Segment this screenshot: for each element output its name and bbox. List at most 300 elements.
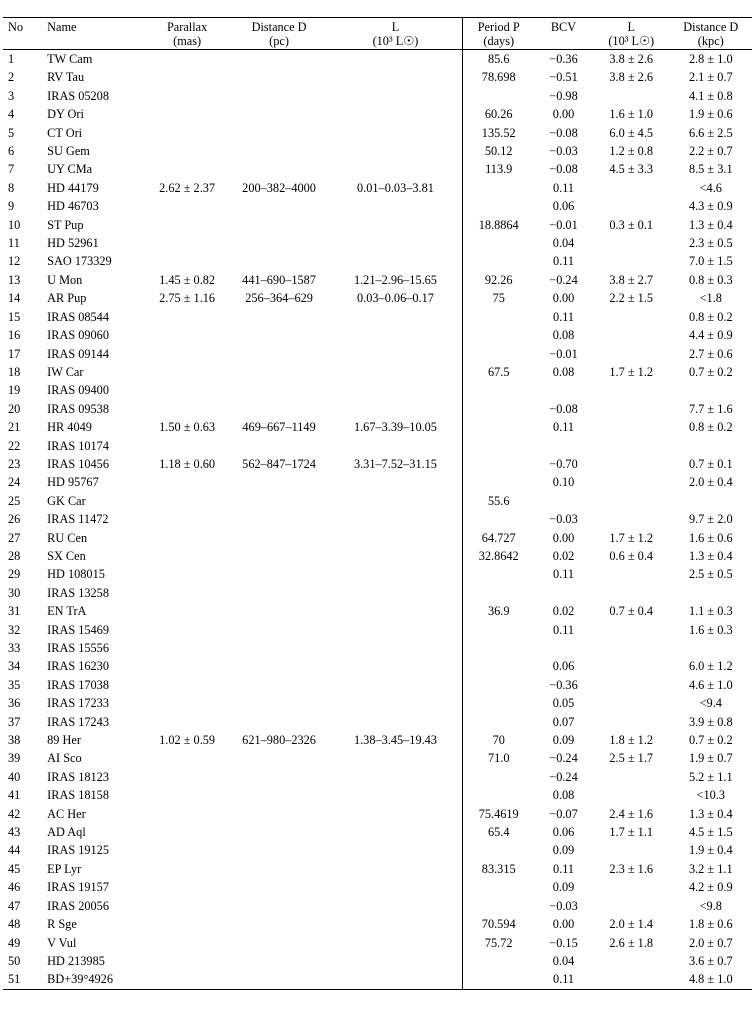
- cell-bc: 0.09: [552, 733, 575, 748]
- cell-bc: 0.11: [552, 180, 575, 195]
- cell-parallax: [145, 50, 230, 69]
- cell-distance-pc: [230, 657, 329, 675]
- cell-no: 7: [8, 162, 15, 177]
- cell-no: 25: [8, 493, 21, 508]
- cell-luminosity: [329, 381, 463, 399]
- cell-distance-pc: [230, 547, 329, 565]
- cell-period: [463, 768, 534, 786]
- cell-period: [463, 565, 534, 583]
- cell-period: 65.4: [487, 825, 510, 840]
- cell-distance-pc: [230, 860, 329, 878]
- cell-period: 83.315: [481, 861, 516, 876]
- cell-distance-pc: [230, 878, 329, 896]
- cell-name: AC Her: [47, 806, 86, 821]
- cell-parallax: [145, 216, 230, 234]
- cell-distance-kpc: <1.8: [699, 291, 722, 306]
- cell-distance-kpc: 1.8 ± 0.6: [688, 917, 733, 932]
- cell-distance-kpc: 0.7 ± 0.2: [688, 364, 733, 379]
- cell-distance-kpc: 1.6 ± 0.6: [688, 530, 733, 545]
- cell-name: UY CMa: [47, 162, 93, 177]
- cell-parallax: [145, 823, 230, 841]
- cell-luminosity: [329, 694, 463, 712]
- cell-bc: 0.06: [552, 199, 575, 214]
- cell-no: 5: [8, 125, 15, 140]
- cell-period: 18.8864: [478, 217, 519, 232]
- cell-bc: [534, 492, 593, 510]
- cell-distance-kpc: [670, 381, 752, 399]
- cell-name: HD 213985: [47, 953, 105, 968]
- cell-bc: 0.08: [552, 788, 575, 803]
- cell-period: [463, 841, 534, 859]
- cell-luminosity: [329, 713, 463, 731]
- cell-luminosity: [329, 768, 463, 786]
- cell-bc: 0.00: [552, 107, 575, 122]
- cell-distance-kpc: 8.5 ± 3.1: [688, 162, 733, 177]
- cell-no: 1: [8, 52, 15, 66]
- cell-period: 113.9: [485, 162, 513, 177]
- cell-no: 16: [8, 328, 21, 343]
- cell-period: [463, 179, 534, 197]
- cell-luminosity-2: [593, 565, 670, 583]
- cell-luminosity-2: [593, 308, 670, 326]
- cell-parallax: [145, 400, 230, 418]
- cell-name: CT Ori: [47, 125, 83, 140]
- cell-no: 50: [8, 953, 21, 968]
- cell-luminosity: [329, 934, 463, 952]
- cell-period: [463, 584, 534, 602]
- cell-luminosity-2: [593, 970, 670, 989]
- cell-distance-pc: [230, 50, 329, 69]
- cell-no: 3: [8, 88, 15, 103]
- table-row: [3, 50, 752, 69]
- cell-no: 46: [8, 880, 21, 895]
- cell-luminosity: [329, 216, 463, 234]
- table-row: [3, 841, 752, 859]
- cell-distance-kpc: 2.2 ± 0.7: [688, 144, 733, 159]
- cell-distance-kpc: 0.8 ± 0.3: [688, 272, 733, 287]
- cell-luminosity-2: [593, 621, 670, 639]
- cell-parallax: 1.50 ± 0.63: [159, 420, 216, 435]
- cell-parallax: [145, 437, 230, 455]
- cell-luminosity-2: 2.4 ± 1.6: [609, 806, 654, 821]
- cell-distance-kpc: 9.7 ± 2.0: [688, 512, 733, 527]
- cell-name: IRAS 19157: [47, 880, 109, 895]
- cell-luminosity: [329, 50, 463, 69]
- cell-name: AI Sco: [47, 751, 82, 766]
- cell-distance-pc: 621–980–2326: [242, 733, 316, 748]
- cell-name: IRAS 20056: [47, 898, 109, 913]
- cell-luminosity: [329, 363, 463, 381]
- cell-period: [463, 694, 534, 712]
- cell-luminosity-2: [593, 345, 670, 363]
- cell-distance-kpc: 1.9 ± 0.7: [688, 751, 733, 766]
- cell-luminosity: [329, 878, 463, 896]
- cell-period: [463, 252, 534, 270]
- cell-no: 32: [8, 622, 21, 637]
- cell-distance-kpc: 1.3 ± 0.4: [688, 806, 733, 821]
- cell-name: IRAS 11472: [47, 512, 109, 527]
- cell-distance-kpc: 5.2 ± 1.1: [688, 769, 733, 784]
- cell-luminosity: [329, 529, 463, 547]
- cell-parallax: [145, 160, 230, 178]
- cell-no: 38: [8, 733, 21, 748]
- table-row: [3, 197, 752, 215]
- cell-bc: 0.11: [534, 970, 593, 989]
- cell-period: [463, 676, 534, 694]
- cell-luminosity: [329, 252, 463, 270]
- cell-luminosity: 1.21–2.96–15.65: [329, 271, 463, 289]
- cell-luminosity: [329, 437, 463, 455]
- table-row: [3, 529, 752, 547]
- cell-distance-kpc: 4.3 ± 0.9: [688, 199, 733, 214]
- cell-parallax: [145, 510, 230, 528]
- cell-no: 10: [8, 217, 21, 232]
- cell-distance-kpc: 2.1 ± 0.7: [688, 70, 733, 85]
- cell-no: 9: [8, 199, 15, 214]
- cell-luminosity-2: 3.8 ± 2.6: [609, 70, 654, 85]
- cell-luminosity: [329, 805, 463, 823]
- cell-distance-pc: [230, 197, 329, 215]
- cell-luminosity: [329, 970, 463, 989]
- cell-luminosity-2: 1.7 ± 1.2: [609, 364, 654, 379]
- cell-name: BD+39°4926: [43, 970, 145, 989]
- cell-name: RU Cen: [47, 530, 88, 545]
- cell-distance-kpc: 3.9 ± 0.8: [688, 714, 733, 729]
- cell-parallax: [145, 124, 230, 142]
- cell-luminosity-2: [593, 473, 670, 491]
- cell-period: [463, 308, 534, 326]
- cell-period: [463, 713, 534, 731]
- cell-luminosity-2: [593, 878, 670, 896]
- table-row: [3, 657, 752, 675]
- cell-no: 12: [8, 254, 21, 269]
- cell-bc: 0.00: [552, 530, 575, 545]
- cell-no: 31: [8, 604, 21, 619]
- cell-luminosity-2: [593, 87, 670, 105]
- cell-luminosity-2: 1.7 ± 1.1: [609, 825, 654, 840]
- table-row: [3, 565, 752, 583]
- cell-luminosity-2: [593, 179, 670, 197]
- cell-period: [463, 400, 534, 418]
- cell-parallax: [145, 694, 230, 712]
- cell-parallax: [145, 197, 230, 215]
- cell-no: 44: [8, 843, 21, 858]
- header-luminosity-2: L (10³ L☉): [593, 18, 670, 50]
- cell-no: 14: [8, 291, 21, 306]
- cell-luminosity-2: [593, 492, 670, 510]
- cell-no: 39: [8, 751, 21, 766]
- cell-distance-kpc: 7.0 ± 1.5: [688, 254, 733, 269]
- cell-no: 23: [8, 456, 21, 471]
- header-row: [3, 18, 752, 50]
- table-row: [3, 749, 752, 767]
- cell-period: 64.727: [481, 530, 516, 545]
- table-row: [3, 731, 752, 749]
- cell-no: 30: [8, 585, 21, 600]
- cell-bc: −0.70: [549, 456, 578, 471]
- table-row: [3, 602, 752, 620]
- header-period: Period P (days): [463, 18, 534, 50]
- cell-parallax: [145, 805, 230, 823]
- cell-luminosity-2: 2.2 ± 1.5: [609, 291, 654, 306]
- cell-no: 21: [8, 420, 21, 435]
- cell-distance-kpc: 4.6 ± 1.0: [688, 677, 733, 692]
- cell-distance-kpc: [670, 639, 752, 657]
- cell-name: IRAS 15469: [47, 622, 109, 637]
- cell-period: [463, 878, 534, 896]
- cell-no: 27: [8, 530, 21, 545]
- cell-luminosity: [329, 565, 463, 583]
- cell-bc: 0.11: [552, 254, 575, 269]
- cell-distance-pc: [230, 437, 329, 455]
- cell-parallax: [145, 547, 230, 565]
- cell-distance-kpc: 1.6 ± 0.3: [688, 622, 733, 637]
- cell-period: 85.6: [487, 52, 510, 66]
- cell-luminosity-2: 3.8 ± 2.7: [609, 272, 654, 287]
- cell-period: [463, 510, 534, 528]
- cell-name: IRAS 19125: [47, 843, 109, 858]
- cell-no: 15: [8, 309, 21, 324]
- data-table: [3, 17, 752, 990]
- cell-luminosity: [329, 308, 463, 326]
- cell-period: [463, 621, 534, 639]
- table-row: [3, 234, 752, 252]
- cell-period: 70.594: [481, 917, 516, 932]
- cell-luminosity: [329, 657, 463, 675]
- cell-no: 6: [8, 144, 15, 159]
- cell-parallax: [145, 363, 230, 381]
- cell-distance-pc: [230, 216, 329, 234]
- table-row: [3, 216, 752, 234]
- cell-bc: 0.04: [552, 236, 575, 251]
- cell-distance-pc: [230, 529, 329, 547]
- cell-luminosity: [329, 142, 463, 160]
- table-row: [3, 584, 752, 602]
- cell-distance-pc: [230, 639, 329, 657]
- cell-luminosity: [329, 897, 463, 915]
- cell-parallax: [145, 584, 230, 602]
- table-row: [3, 68, 752, 86]
- cell-distance-pc: [230, 68, 329, 86]
- cell-parallax: [145, 952, 230, 970]
- header-bc: BCV: [534, 18, 593, 50]
- cell-name: R Sge: [47, 917, 77, 932]
- cell-bc: 0.06: [552, 659, 575, 674]
- cell-bc: 0.02: [552, 548, 575, 563]
- cell-bc: −0.36: [549, 52, 578, 66]
- cell-parallax: [145, 602, 230, 620]
- cell-luminosity: [329, 105, 463, 123]
- cell-distance-pc: [230, 934, 329, 952]
- cell-bc: −0.24: [549, 272, 578, 287]
- cell-period: 67.5: [487, 364, 510, 379]
- cell-no: 4: [8, 107, 15, 122]
- cell-bc: −0.08: [549, 125, 578, 140]
- cell-period: [463, 952, 534, 970]
- cell-distance-kpc: 4.1 ± 0.8: [688, 88, 733, 103]
- cell-parallax: 1.45 ± 0.82: [159, 272, 216, 287]
- cell-luminosity: [329, 160, 463, 178]
- cell-bc: −0.03: [549, 144, 578, 159]
- cell-bc: [534, 381, 593, 399]
- table-row: [3, 786, 752, 804]
- cell-parallax: [145, 749, 230, 767]
- cell-luminosity-2: [593, 786, 670, 804]
- cell-distance-kpc: 2.3 ± 0.5: [688, 236, 733, 251]
- cell-parallax: [145, 860, 230, 878]
- table-row: [3, 878, 752, 896]
- cell-distance-pc: [230, 510, 329, 528]
- cell-distance-kpc: 0.8 ± 0.2: [688, 309, 733, 324]
- cell-no: 43: [8, 825, 21, 840]
- cell-name: 89 Her: [47, 733, 81, 748]
- cell-period: 75.72: [484, 935, 513, 950]
- cell-period: [463, 639, 534, 657]
- cell-bc: −0.51: [549, 70, 578, 85]
- cell-name: GK Car: [47, 493, 86, 508]
- cell-period: 78.698: [481, 70, 516, 85]
- cell-distance-pc: [230, 768, 329, 786]
- table-row: [3, 142, 752, 160]
- cell-distance-pc: 200–382–4000: [242, 180, 316, 195]
- cell-distance-pc: [230, 252, 329, 270]
- cell-distance-pc: [230, 915, 329, 933]
- cell-luminosity: 1.38–3.45–19.43: [329, 731, 463, 749]
- cell-name: TW Cam: [47, 52, 93, 66]
- cell-luminosity-2: 3.8 ± 2.6: [609, 52, 654, 66]
- cell-name: HR 4049: [47, 420, 92, 435]
- table-row: [3, 326, 752, 344]
- table-row: [3, 510, 752, 528]
- cell-name: EP Lyr: [47, 861, 82, 876]
- cell-distance-pc: [230, 308, 329, 326]
- cell-period: 50.12: [484, 144, 513, 159]
- cell-luminosity-2: 2.3 ± 1.6: [609, 861, 654, 876]
- cell-bc: −0.15: [549, 935, 578, 950]
- cell-bc: 0.09: [552, 880, 575, 895]
- cell-distance-kpc: 3.6 ± 0.7: [688, 953, 733, 968]
- cell-luminosity-2: [593, 234, 670, 252]
- cell-luminosity: [329, 786, 463, 804]
- cell-name: V Vul: [47, 935, 77, 950]
- table-row: [3, 915, 752, 933]
- cell-distance-pc: 562–847–1724: [242, 456, 316, 471]
- cell-name: U Mon: [47, 272, 83, 287]
- cell-name: IRAS 09060: [47, 328, 109, 343]
- cell-period: 32.8642: [478, 548, 519, 563]
- table-row: [3, 289, 752, 307]
- table-body: [3, 50, 752, 990]
- cell-luminosity: [329, 676, 463, 694]
- cell-period: [463, 234, 534, 252]
- table-row: [3, 381, 752, 399]
- cell-distance-kpc: 4.2 ± 0.9: [688, 880, 733, 895]
- cell-name: AD Aql: [47, 825, 86, 840]
- table-row: [3, 768, 752, 786]
- cell-parallax: [145, 381, 230, 399]
- cell-parallax: [145, 142, 230, 160]
- cell-luminosity: [329, 124, 463, 142]
- cell-no: 22: [8, 438, 21, 453]
- table-row: [3, 363, 752, 381]
- cell-luminosity-2: [593, 381, 670, 399]
- cell-luminosity-2: [593, 510, 670, 528]
- cell-luminosity-2: [593, 841, 670, 859]
- table-row: [3, 934, 752, 952]
- cell-luminosity-2: 2.0 ± 1.4: [609, 917, 654, 932]
- table-row: [3, 823, 752, 841]
- cell-distance-kpc: 6.0 ± 1.2: [688, 659, 733, 674]
- cell-period: [463, 473, 534, 491]
- cell-luminosity: [329, 584, 463, 602]
- cell-no: 18: [8, 364, 21, 379]
- cell-name: IRAS 10174: [47, 438, 109, 453]
- cell-distance-pc: [230, 841, 329, 859]
- cell-luminosity: [329, 473, 463, 491]
- cell-luminosity: [329, 621, 463, 639]
- cell-luminosity: 0.01–0.03–3.81: [329, 179, 463, 197]
- cell-luminosity: 1.67–3.39–10.05: [329, 418, 463, 436]
- cell-period: [463, 455, 534, 473]
- cell-no: 47: [8, 898, 21, 913]
- cell-bc: 0.08: [552, 328, 575, 343]
- cell-no: 11: [8, 236, 20, 251]
- cell-period: 75: [492, 291, 505, 306]
- table-row: [3, 252, 752, 270]
- cell-period: [463, 437, 534, 455]
- cell-parallax: [145, 68, 230, 86]
- cell-distance-pc: [230, 897, 329, 915]
- cell-luminosity-2: 6.0 ± 4.5: [609, 125, 654, 140]
- cell-luminosity-2: 1.2 ± 0.8: [609, 144, 654, 159]
- cell-distance-pc: [230, 749, 329, 767]
- cell-period: 70: [492, 733, 505, 748]
- cell-parallax: [145, 492, 230, 510]
- cell-period: 55.6: [487, 493, 510, 508]
- cell-period: [463, 418, 534, 436]
- cell-luminosity-2: [593, 252, 670, 270]
- cell-bc: 0.04: [552, 953, 575, 968]
- cell-parallax: [145, 565, 230, 583]
- cell-no: 2: [8, 70, 15, 85]
- cell-period: 135.52: [481, 125, 516, 140]
- cell-name: HD 108015: [47, 567, 105, 582]
- cell-distance-pc: [230, 142, 329, 160]
- cell-parallax: [145, 970, 230, 989]
- cell-luminosity: [329, 823, 463, 841]
- cell-no: 13: [8, 272, 21, 287]
- cell-period: 60.26: [484, 107, 513, 122]
- cell-distance-pc: [230, 363, 329, 381]
- cell-luminosity: [329, 234, 463, 252]
- cell-distance-pc: [230, 694, 329, 712]
- cell-distance-pc: [230, 124, 329, 142]
- cell-parallax: [145, 657, 230, 675]
- cell-distance-kpc: 1.1 ± 0.3: [688, 604, 733, 619]
- cell-luminosity-2: [593, 657, 670, 675]
- cell-distance-kpc: 6.6 ± 2.5: [688, 125, 733, 140]
- cell-parallax: [145, 234, 230, 252]
- cell-luminosity-2: 1.6 ± 1.0: [609, 107, 654, 122]
- cell-luminosity-2: 0.6 ± 0.4: [609, 548, 654, 563]
- cell-bc: 0.11: [552, 420, 575, 435]
- cell-distance-pc: [230, 381, 329, 399]
- cell-no: 40: [8, 769, 21, 784]
- table-row: [3, 473, 752, 491]
- cell-luminosity: [329, 87, 463, 105]
- cell-bc: 0.00: [552, 291, 575, 306]
- cell-parallax: 2.75 ± 1.16: [159, 291, 216, 306]
